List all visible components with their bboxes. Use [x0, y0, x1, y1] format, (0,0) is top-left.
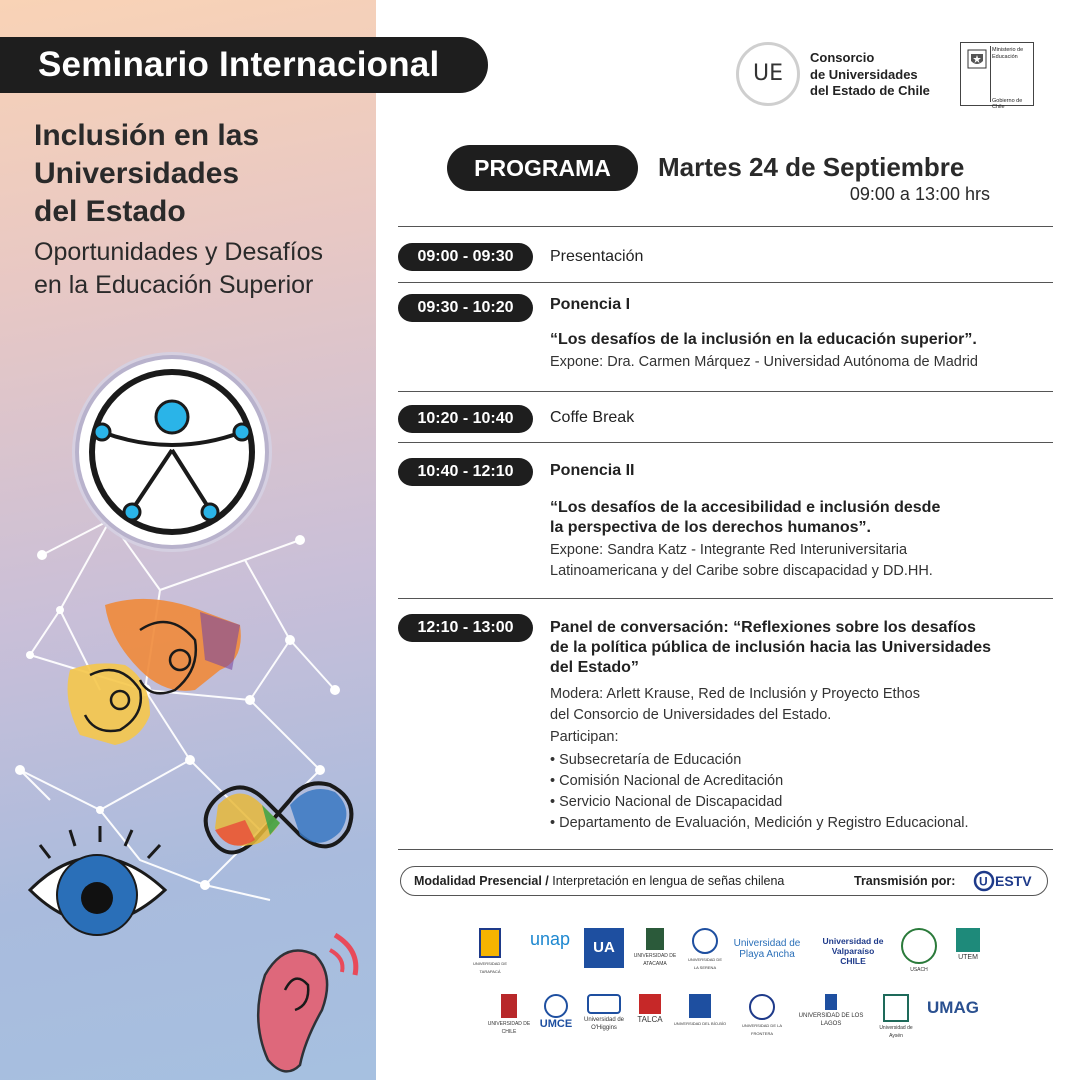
university-name: UA	[593, 939, 615, 956]
participant-item: • Subsecretaría de Educación	[550, 750, 969, 771]
university-name: USACH	[910, 967, 928, 973]
university-name: UMCE	[539, 1018, 573, 1030]
programa-badge: PROGRAMA	[447, 145, 638, 191]
speaker-info	[550, 352, 978, 373]
speaker-info	[550, 540, 933, 582]
panel-title-line: del Estado”	[550, 659, 639, 676]
university-name: Universidad de O'Higgins	[583, 1017, 625, 1031]
time-badge: 09:30 - 10:20	[398, 294, 533, 322]
panel-title-line: de la política pública de inclusión hacia las Universidades	[550, 639, 992, 656]
university-name: Universidad de Playa Ancha	[733, 938, 801, 960]
network-node	[37, 550, 47, 560]
event-hours: 09:00 a 13:00 hrs	[849, 184, 990, 204]
consorcio-name-line: de Universidades	[810, 66, 918, 82]
participants-label: Participan:	[550, 729, 619, 745]
network-node	[26, 651, 34, 659]
seminar-title-pill: Seminario Internacional	[0, 37, 488, 93]
university-logo	[950, 928, 986, 974]
schedule-item-title: Presentación	[550, 248, 644, 265]
event-title-line: Inclusión en las	[34, 119, 260, 152]
divider	[398, 226, 1053, 227]
university-logo	[584, 928, 624, 968]
divider	[398, 282, 1053, 283]
university-name: UNIVERSIDAD DEL BÍO-BÍO	[673, 1021, 727, 1026]
university-logo	[535, 994, 577, 1040]
schedule-item-title: Coffe Break	[550, 409, 635, 426]
consorcio-logo-mark: UE	[752, 61, 783, 86]
moderator-line: Modera: Arlett Krause, Red de Inclusión y Proyecto Ethos	[550, 686, 920, 702]
speaker-line: Expone: Dra. Carmen Márquez - Universidad Autónoma de Madrid	[550, 354, 978, 370]
university-logo	[632, 928, 678, 974]
university-logo	[818, 928, 888, 974]
participant-item: • Servicio Nacional de Discapacidad	[550, 792, 969, 813]
university-name: UNIVERSIDAD DE LA FRONTERA	[741, 1023, 782, 1036]
divider	[398, 598, 1053, 599]
consorcio-name	[810, 50, 930, 100]
panel-title	[550, 618, 1060, 678]
talk-title-line: “Los desafíos de la accesibilidad e inclusión desde	[550, 499, 941, 516]
time-badge: 10:20 - 10:40	[398, 405, 533, 433]
moderator-line: del Consorcio de Universidades del Estado.	[550, 707, 832, 723]
gobierno-label: Gobierno de Chile	[992, 98, 1023, 110]
network-node	[315, 765, 325, 775]
consorcio-name-line: Consorcio	[810, 50, 875, 65]
network-node	[330, 685, 340, 695]
university-name: Universidad de Valparaíso CHILE	[822, 936, 884, 966]
schedule-item-title: Ponencia II	[550, 462, 635, 479]
university-logo	[732, 928, 802, 974]
university-logo	[686, 928, 724, 974]
event-title-line: Universidades	[34, 157, 240, 190]
panel-title-line: Panel de conversación: “Reflexiones sobre los desafíos	[550, 619, 976, 636]
modality-bar	[400, 866, 1048, 896]
event-title	[34, 117, 259, 231]
ministerio-name-line: Educación	[992, 53, 1018, 60]
network-node	[96, 806, 104, 814]
network-node	[15, 765, 25, 775]
ministerio-name-line: Ministerio de	[992, 47, 1024, 53]
participant-item: • Departamento de Evaluación, Medición y Registro Educacional.	[550, 813, 969, 834]
university-name: UNIVERSIDAD DE TARAPACÁ	[472, 961, 507, 974]
participant-item: • Comisión Nacional de Acreditación	[550, 771, 969, 792]
accessibility-illustration	[0, 340, 376, 1080]
network-node	[185, 755, 195, 765]
university-logos-row	[470, 994, 1070, 1044]
uestv-logo[interactable]	[973, 870, 1037, 892]
network-node	[56, 606, 64, 614]
talk-title	[550, 330, 977, 350]
speaker-line: Latinoamericana y del Caribe sobre discapacidad y DD.HH.	[550, 563, 933, 579]
talk-title-line: la perspectiva de los derechos humanos”.	[550, 519, 871, 536]
divider	[398, 849, 1053, 850]
event-title-line: del Estado	[34, 195, 186, 228]
university-logo	[672, 994, 728, 1040]
university-name: UTEM	[958, 954, 978, 961]
ministerio-logo	[960, 42, 1034, 110]
schedule-item-title: Ponencia I	[550, 296, 631, 313]
university-logo	[470, 928, 510, 974]
svg-text:ESTV: ESTV	[995, 873, 1032, 889]
university-name: TALCA	[637, 1015, 663, 1024]
university-name: UNIVERSIDAD DE ATACAMA	[633, 953, 677, 967]
transmission-label: Transmisión por:	[854, 874, 956, 888]
time-badge: 09:00 - 09:30	[398, 243, 533, 271]
university-logo	[900, 928, 938, 974]
divider	[398, 391, 1053, 392]
talk-title	[550, 498, 940, 538]
time-badge: 10:40 - 12:10	[398, 458, 533, 486]
consorcio-name-line: del Estado de Chile	[810, 83, 930, 98]
university-logo	[878, 994, 914, 1040]
university-logo	[525, 928, 575, 974]
university-name: UNIVERSIDAD DE LA SERENA	[687, 957, 722, 970]
event-date: Martes 24 de Septiembre	[658, 152, 965, 182]
university-logos-row	[470, 928, 1070, 978]
participants-list	[550, 750, 969, 834]
university-name: Universidad de Aysén	[879, 1025, 913, 1039]
interpretation-label: Interpretación en lengua de señas chilena	[552, 874, 785, 888]
university-logo	[580, 994, 628, 1040]
modality-text	[414, 874, 784, 888]
university-logo	[485, 994, 533, 1040]
network-node	[295, 535, 305, 545]
event-subtitle-line: Oportunidades y Desafíos	[34, 238, 324, 266]
speaker-line: Expone: Sandra Katz - Integrante Red Interuniversitaria	[550, 542, 908, 558]
network-node	[245, 695, 255, 705]
university-logo	[792, 994, 870, 1040]
university-name: UMAG	[927, 998, 979, 1017]
consorcio-logo	[736, 42, 800, 106]
network-node	[200, 880, 210, 890]
network-node	[285, 635, 295, 645]
university-name: UNIVERSIDAD DE CHILE	[487, 1021, 531, 1035]
moderator-info	[550, 684, 920, 726]
time-badge: 12:10 - 13:00	[398, 614, 533, 642]
university-logo	[734, 994, 790, 1040]
left-panel	[0, 0, 376, 1080]
ministerio-name	[992, 47, 1023, 60]
university-logo	[922, 994, 984, 1038]
svg-text:U: U	[979, 874, 988, 889]
university-logo	[632, 994, 668, 1040]
event-subtitle	[34, 236, 323, 302]
event-subtitle-line: en la Educación Superior	[34, 271, 314, 299]
divider	[398, 442, 1053, 443]
university-name: UNIVERSIDAD DE LOS LAGOS	[798, 1013, 864, 1027]
ministerio-divider	[990, 46, 991, 102]
chile-coat-of-arms-icon	[965, 47, 989, 71]
modality-label: Modalidad Presencial /	[414, 874, 549, 888]
talk-title-line: “Los desafíos de la inclusión en la educación superior”.	[550, 331, 977, 348]
university-name: unap	[529, 929, 571, 949]
